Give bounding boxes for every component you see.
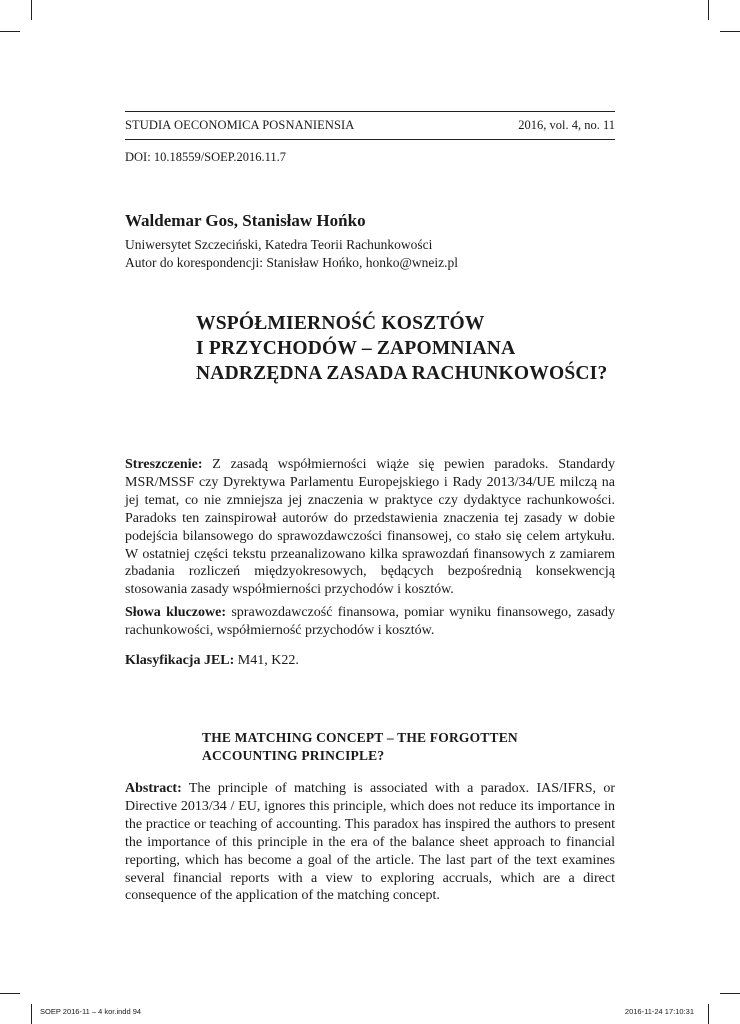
footer-file-name: SOEP 2016-11 – 4 kor.indd 94	[40, 1007, 142, 1016]
jel-text: M41, K22.	[234, 653, 299, 668]
crop-mark-bottom-right-horizontal	[720, 993, 740, 994]
jel-classification	[125, 652, 615, 670]
journal-issue: 2016, vol. 4, no. 11	[518, 118, 615, 132]
article-title-pl	[196, 311, 636, 386]
title-en-line: THE MATCHING CONCEPT – THE FORGOTTEN	[202, 730, 518, 745]
author-correspondence: Autor do korespondencji: Stanisław Hońko, honko@wneiz.pl	[125, 255, 459, 270]
crop-mark-top-left-horizontal	[0, 31, 20, 32]
journal-name: STUDIA OECONOMICA POSNANIENSIA	[125, 118, 355, 132]
crop-mark-bottom-left-vertical	[31, 1004, 32, 1024]
abstract-en-text: The principle of matching is associated with a paradox. IAS/IFRS, or Directive 2013/34 / EU, ignores this principle, which does not reduce its importance in the practice or teaching of accounting. This paradox has inspired the authors to present the importance of this principle in the era of the balance sheet approach to financial reporting, which has become a goal of the article. The last part of the text examines several financial reports with a view to exploring accruals, which are a direct consequence of the application of the matching concept.	[125, 781, 615, 904]
crop-mark-top-right-vertical	[708, 0, 709, 20]
abstract-en-label: Abstract:	[125, 781, 182, 796]
crop-mark-top-right-horizontal	[720, 31, 740, 32]
jel-label: Klasyfikacja JEL:	[125, 653, 235, 668]
author-names: Waldemar Gos, Stanisław Hońko	[125, 211, 366, 230]
abstract-en	[125, 780, 615, 905]
abstract-pl-label: Streszczenie:	[125, 457, 203, 472]
title-pl-line: I PRZYCHODÓW – ZAPOMNIANA	[196, 338, 516, 359]
article-title-en	[202, 729, 622, 764]
footer-timestamp: 2016-11-24 17:10:31	[624, 1007, 694, 1016]
header-bottom-rule	[125, 139, 615, 140]
keywords-text: sprawozdawczość finansowa, pomiar wyniku finansowego, zasady rachunkowości, współmierność przychodów i kosztów.	[125, 605, 615, 638]
doi: DOI: 10.18559/SOEP.2016.11.7	[125, 150, 287, 164]
title-pl-line: NADRZĘDNA ZASADA RACHUNKOWOŚCI?	[196, 363, 608, 384]
keywords	[125, 604, 615, 640]
crop-mark-bottom-left-horizontal	[0, 993, 20, 994]
crop-mark-bottom-right-vertical	[708, 1004, 709, 1024]
author-affiliation: Uniwersytet Szczeciński, Katedra Teorii Rachunkowości	[125, 237, 433, 252]
title-en-line: ACCOUNTING PRINCIPLE?	[202, 747, 385, 763]
title-pl-line: WSPÓŁMIERNOŚĆ KOSZTÓW	[196, 313, 485, 334]
abstract-pl-text: Z zasadą współmierności wiąże się pewien paradoks. Standardy MSR/MSSF czy Dyrektywa Parlamentu Europejskiego i Rady 2013/34/UE milczą na jej temat, co nie zmniejsza jej znaczenia w praktyce czy dydaktyce rachunkowości. Paradoks ten zainspirował autorów do przedstawienia znaczenia tej zasady w dobie podejścia bilansowego do sprawozdawczości finansowej, co stało się celem artykułu. W ostatniej części tekstu przeanalizowano kilka sprawozdań finansowych z zamiarem zbadania rozliczeń międzyokresowych, będących bezpośrednią konsekwencją stosowania zasady współmierności przychodów i kosztów.	[125, 457, 615, 598]
crop-mark-top-left-vertical	[31, 0, 32, 20]
header-top-rule	[125, 111, 615, 112]
abstract-pl	[125, 456, 615, 599]
keywords-label: Słowa kluczowe:	[125, 605, 227, 620]
